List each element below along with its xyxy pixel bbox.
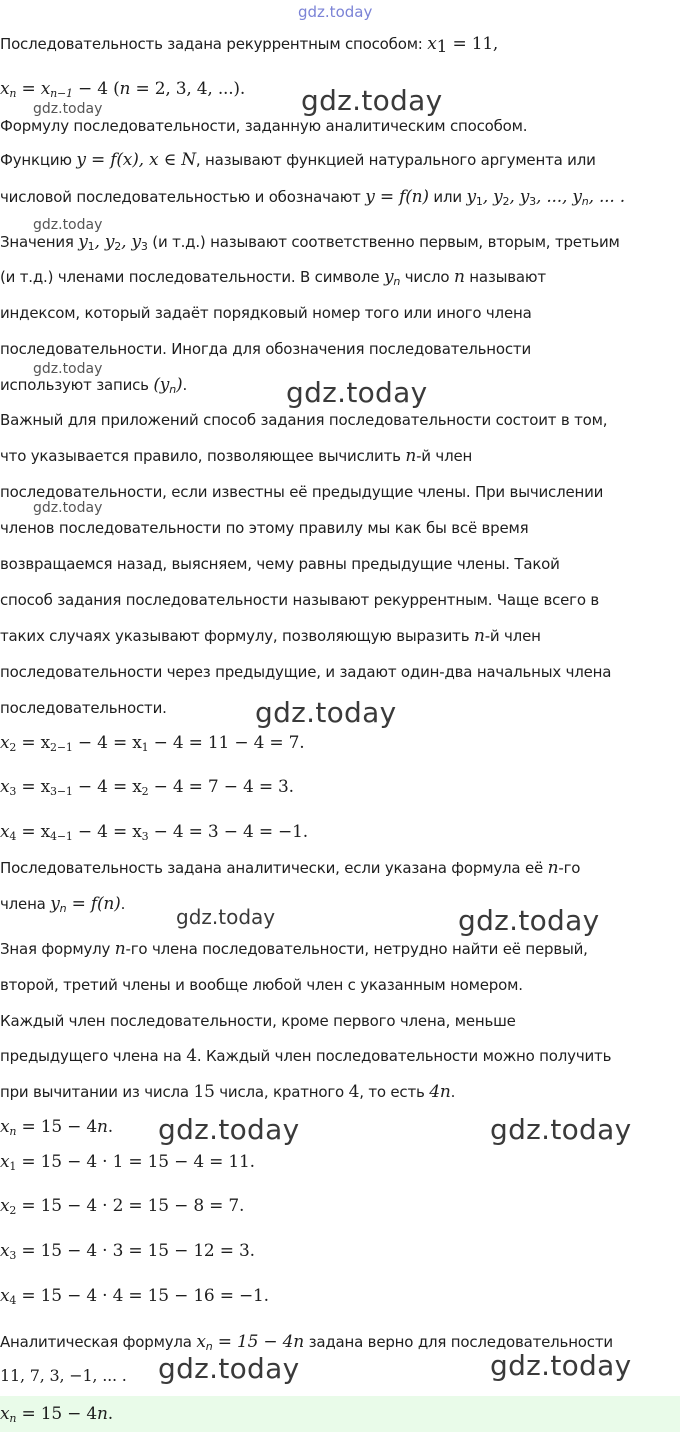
math-sub: 2	[141, 785, 149, 798]
sequence-values: 11, 7, 3, −1, ... .	[0, 1366, 127, 1385]
math: = x	[16, 777, 51, 797]
watermark: gdz.today	[176, 905, 276, 929]
math: n	[119, 79, 131, 99]
math: )	[176, 375, 183, 395]
watermark: gdz.today	[33, 101, 103, 117]
text-line-10	[0, 375, 187, 395]
watermark: gdz.today	[301, 84, 443, 117]
text: , то есть	[359, 1083, 430, 1101]
text-line-1	[0, 34, 499, 57]
math: x	[40, 79, 51, 99]
text: задана верно для последовательности	[304, 1333, 613, 1351]
math-sub: n	[9, 1125, 17, 1138]
math: = 15 − 4	[16, 1404, 98, 1424]
text-line-4	[0, 150, 596, 170]
text-line-3: Формулу последовательности, заданную аналитическим способом.	[0, 117, 528, 135]
math: (y	[153, 375, 170, 395]
watermark: gdz.today	[158, 1352, 300, 1385]
equation-x2	[0, 733, 305, 753]
equation-x4	[0, 822, 308, 842]
math-sub: 3	[529, 195, 536, 208]
watermark-top: gdz.today	[298, 3, 373, 21]
math: x	[0, 733, 10, 753]
text: . Каждый член последовательности можно получить	[196, 1047, 612, 1065]
text: Последовательность задана рекуррентным способом:	[0, 35, 428, 53]
math-sub: n	[581, 195, 589, 208]
math: − 4 = 7 − 4 = 3.	[148, 777, 294, 797]
text-line-20	[0, 858, 580, 878]
text: (и т.д.) членами последовательности. В символе	[0, 268, 384, 286]
math: = 2, 3, 4, ...).	[130, 79, 246, 99]
math-sub: 3	[9, 785, 17, 798]
text: (и т.д.) называют соответственно первым, вторым, третьим	[147, 233, 620, 251]
text: числа, кратного	[214, 1083, 349, 1101]
math: x	[0, 1196, 10, 1216]
math: y	[466, 187, 476, 207]
math: n	[97, 1404, 108, 1424]
math: = 15 − 4 · 4 = 15 − 16 = −1.	[16, 1286, 269, 1306]
watermark: gdz.today	[158, 1113, 300, 1146]
watermark: gdz.today	[490, 1349, 632, 1382]
text-line-13: последовательности, если известны её предыдущие члены. При вычислении	[0, 483, 604, 501]
math-sub: 4	[9, 1294, 17, 1307]
math-sub: 4−1	[50, 830, 73, 843]
math-sub: n	[9, 1412, 17, 1425]
math: n	[547, 858, 559, 878]
text: Аналитическая формула	[0, 1333, 197, 1351]
math-sub: 3	[141, 830, 149, 843]
math: − 4 = x	[72, 822, 142, 842]
math: x	[427, 34, 437, 54]
math: − 4 = x	[72, 733, 142, 753]
watermark: gdz.today	[490, 1113, 632, 1146]
math-sub: 2−1	[50, 741, 73, 754]
math: − 4 (	[72, 79, 120, 99]
text-line-24: Каждый член последовательности, кроме первого члена, меньше	[0, 1012, 516, 1030]
math: y = f(n)	[365, 187, 429, 207]
text-line-12	[0, 446, 472, 466]
math: y	[78, 232, 88, 252]
formula-xn	[0, 1117, 113, 1137]
math: , ... .	[588, 187, 625, 207]
math: .	[107, 1117, 114, 1137]
answer-formula	[0, 1404, 113, 1424]
text-line-19: последовательности.	[0, 699, 167, 717]
text: .	[120, 895, 126, 913]
text-line-25	[0, 1046, 611, 1066]
text-line-5	[0, 187, 625, 207]
text: Значения	[0, 233, 79, 251]
text-line-14: членов последовательности по этому правилу мы как бы всё время	[0, 519, 529, 537]
text: или	[428, 188, 467, 206]
text-line-26	[0, 1082, 455, 1102]
math: x	[0, 1152, 10, 1172]
text-line-21	[0, 894, 125, 914]
math-sub: n	[205, 1340, 213, 1353]
text: Функцию	[0, 151, 77, 169]
math: = 15 − 4 · 2 = 15 − 8 = 7.	[16, 1196, 245, 1216]
math-sub: 1	[87, 240, 95, 253]
text: таких случаях указывают формулу, позволяющую выразить	[0, 627, 474, 645]
math-sub: 1	[141, 741, 149, 754]
text-line-11: Важный для приложений способ задания последовательности состоит в том,	[0, 411, 608, 429]
math-sub: n	[169, 383, 176, 396]
math: , ..., y	[535, 187, 582, 207]
math-sub: 3−1	[50, 785, 73, 798]
text: члена	[0, 895, 51, 913]
text: что указывается правило, позволяющее вычислить	[0, 447, 406, 465]
text-line-8: индексом, который задаёт порядковый номер того или иного члена	[0, 304, 532, 322]
text: .	[450, 1083, 456, 1101]
text-line-16: способ задания последовательности называют рекуррентным. Чаще всего в	[0, 591, 600, 609]
text-line-6	[0, 232, 620, 252]
text: -го члена последовательности, нетрудно найти её первый,	[125, 940, 588, 958]
recurrence-formula	[0, 79, 245, 99]
math: n	[405, 446, 417, 466]
math-sub: n	[393, 275, 401, 288]
math: = x	[16, 733, 51, 753]
math: n	[114, 939, 126, 959]
formula-x1	[0, 1152, 255, 1172]
math: 15	[193, 1082, 215, 1102]
text: -й член	[416, 447, 473, 465]
math: = 15 − 4	[16, 1117, 98, 1137]
math: x	[0, 1286, 10, 1306]
math: 4	[348, 1082, 360, 1102]
watermark: gdz.today	[33, 361, 103, 377]
math: , y	[509, 187, 530, 207]
math: n	[473, 626, 485, 646]
math-sub: 1	[475, 195, 483, 208]
text-line-22	[0, 939, 588, 959]
math: x	[0, 79, 10, 99]
text: Последовательность задана аналитически, если указана формула её	[0, 859, 548, 877]
text: число	[400, 268, 454, 286]
math: = 15 − 4n	[212, 1332, 305, 1352]
math: x	[0, 777, 10, 797]
text-line-23: второй, третий члены и вообще любой член с указанным номером.	[0, 976, 523, 994]
math: y = f(x), x ∈ N	[76, 150, 196, 170]
math-sub: 3	[9, 1249, 17, 1262]
math: 4n	[429, 1082, 451, 1102]
math: x	[196, 1332, 206, 1352]
text: числовой последовательностью и обозначают	[0, 188, 366, 206]
text-line-15: возвращаемся назад, выясняем, чему равны предыдущие члены. Такой	[0, 555, 560, 573]
math-sub: 2	[9, 741, 17, 754]
math: n	[97, 1117, 108, 1137]
math-sub: 4	[9, 830, 17, 843]
math: n	[453, 267, 465, 287]
watermark: gdz.today	[33, 217, 103, 233]
formula-x4	[0, 1286, 269, 1306]
text-line-18: последовательности через предыдущие, и задают один-два начальных члена	[0, 663, 612, 681]
text: при вычитании из числа	[0, 1083, 194, 1101]
equation-x3	[0, 777, 294, 797]
text: предыдущего члена на	[0, 1047, 187, 1065]
math: − 4 = 3 − 4 = −1.	[148, 822, 308, 842]
math: , y	[94, 232, 115, 252]
math: 4	[186, 1046, 197, 1066]
formula-x3	[0, 1241, 255, 1261]
formula-x2	[0, 1196, 244, 1216]
text: -го	[558, 859, 581, 877]
text: Зная формулу	[0, 940, 115, 958]
math: , y	[121, 232, 141, 252]
math: x	[0, 822, 10, 842]
text-line-17	[0, 626, 541, 646]
math: = 15 − 4 · 1 = 15 − 4 = 11.	[16, 1152, 255, 1172]
math-sub: 2	[502, 195, 510, 208]
math-sub: n	[9, 87, 17, 100]
text: -й член	[484, 627, 541, 645]
text: называют	[464, 268, 546, 286]
math: = x	[16, 822, 51, 842]
math-sub: n	[59, 902, 67, 915]
math: x	[0, 1404, 10, 1424]
text-line-7	[0, 267, 546, 287]
watermark: gdz.today	[33, 500, 103, 516]
math-sub: 2	[114, 240, 122, 253]
math-sub: 2	[9, 1204, 17, 1217]
math-sub: 1	[9, 1160, 17, 1173]
math: = f(n)	[66, 894, 121, 914]
watermark: gdz.today	[458, 904, 600, 937]
math-sub: 1	[436, 37, 448, 57]
math: y	[50, 894, 60, 914]
math: x	[0, 1241, 10, 1261]
math: , y	[482, 187, 503, 207]
text: используют запись	[0, 376, 154, 394]
math: =	[16, 79, 41, 99]
math: − 4 = x	[72, 777, 142, 797]
math: .	[107, 1404, 114, 1424]
watermark: gdz.today	[286, 376, 428, 409]
text: , называют функцией натурального аргумента или	[195, 151, 596, 169]
math-sub: 3	[140, 240, 148, 253]
text-line-9: последовательности. Иногда для обозначения последовательности	[0, 340, 532, 358]
math-sub: n−1	[50, 87, 73, 100]
math: − 4 = 11 − 4 = 7.	[148, 733, 305, 753]
text: .	[182, 376, 188, 394]
math: = 11,	[447, 34, 499, 54]
watermark: gdz.today	[255, 696, 397, 729]
math: = 15 − 4 · 3 = 15 − 12 = 3.	[16, 1241, 255, 1261]
math: x	[0, 1117, 10, 1137]
math: y	[384, 267, 394, 287]
